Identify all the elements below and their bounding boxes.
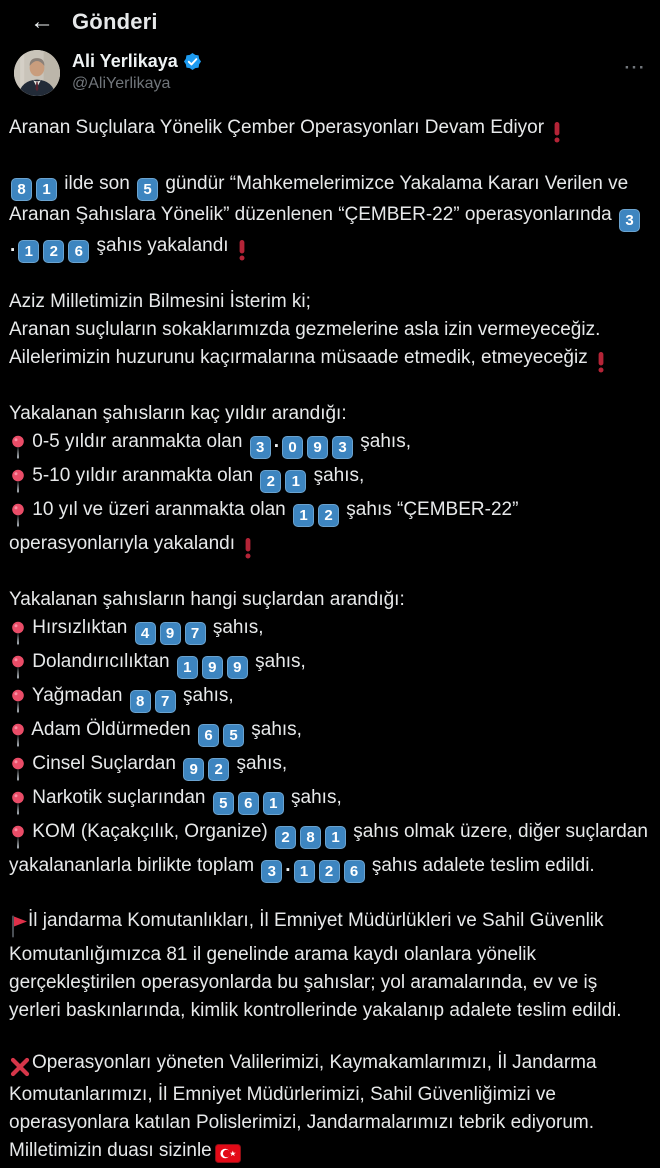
- page-title: Gönderi: [72, 9, 158, 34]
- keycap-digit-1: 1: [18, 240, 39, 263]
- text-run: Dolandırıcılıktan: [27, 651, 175, 672]
- keycap-digit-3: 3: [332, 436, 353, 459]
- post-paragraph: [9, 170, 648, 264]
- round-pushpin-icon: [10, 468, 26, 496]
- thousands-separator: .: [285, 855, 291, 876]
- keycap-digit-5: 5: [137, 178, 158, 201]
- keycap-digit-3: 3: [261, 860, 282, 883]
- text-run: Hırsızlıktan: [27, 617, 133, 638]
- identity-block: [72, 50, 202, 93]
- exclamation-icon: [596, 348, 606, 376]
- post-paragraph: [9, 400, 648, 562]
- post-paragraph: [9, 114, 648, 146]
- text-run: şahıs,: [285, 787, 342, 808]
- text-run: şahıs,: [245, 719, 302, 740]
- keycap-digit-9: 9: [202, 656, 223, 679]
- exclamation-icon: [552, 118, 562, 146]
- keycap-digit-1: 1: [36, 178, 57, 201]
- top-bar: [0, 0, 660, 38]
- text-run: İl jandarma Komutanlıkları, İl Emniyet Müdürlükleri ve Sahil Güvenlik Komutanlığımızca 81 il genelinde arama kaydı olanlara yönelik gerçekleştirilen operasyonlarda bu şahıslar; yol aramalarında, ev ve iş yerleri baskınlarında, kimlik kontrollerinde yakalanıp adalete teslim edildi.: [9, 910, 622, 1021]
- text-run: şahıs,: [207, 617, 264, 638]
- turkish-flag-icon: [215, 1140, 241, 1168]
- keycap-digit-1: 1: [293, 504, 314, 527]
- text-run: şahıs olmak üzere, diğer suçlardan yakalananlarla birlikte toplam: [9, 821, 648, 876]
- round-pushpin-icon: [10, 722, 26, 750]
- round-pushpin-icon: [10, 688, 26, 716]
- post-paragraph: [9, 907, 648, 1025]
- keycap-digit-1: 1: [325, 826, 346, 849]
- more-options-icon: ···: [624, 58, 646, 77]
- text-run: Aranan Suçlulara Yönelik Çember Operasyonları Devam Ediyor: [9, 117, 550, 138]
- keycap-digit-8: 8: [130, 690, 151, 713]
- text-run: Adam Öldürmeden: [27, 719, 196, 740]
- keycap-digit-6: 6: [198, 724, 219, 747]
- keycap-digit-1: 1: [285, 470, 306, 493]
- keycap-digit-6: 6: [238, 792, 259, 815]
- text-run: Cinsel Suçlardan: [27, 753, 182, 774]
- thousands-separator: .: [10, 235, 16, 256]
- post-paragraph: [9, 586, 648, 883]
- keycap-digit-1: 1: [294, 860, 315, 883]
- keycap-digit-1: 1: [177, 656, 198, 679]
- keycap-digit-7: 7: [155, 690, 176, 713]
- text-run: şahıs,: [308, 465, 365, 486]
- text-run: Operasyonları yöneten Valilerimizi, Kaymakamlarımızı, İl Jandarma Komutanlarımızı, İl Emniyet Müdürlerimizi, Sahil Güvenliğimizi ve operasyonlara katılan Polislerimizi, Jandarmalarımızı tebrik ediyorum. Milletimizin duası sizinle: [9, 1052, 597, 1161]
- more-options-button[interactable]: [625, 50, 646, 78]
- text-run: 0-5 yıldır aranmakta olan: [27, 431, 248, 452]
- keycap-digit-5: 5: [213, 792, 234, 815]
- keycap-digit-2: 2: [275, 826, 296, 849]
- text-run: Aziz Milletimizin Bilmesini İsterim ki;: [9, 291, 311, 312]
- keycap-digit-1: 1: [263, 792, 284, 815]
- text-run: şahıs yakalandı: [91, 235, 234, 256]
- text-run: Aranan suçluların sokaklarımızda gezmelerine asla izin vermeyeceğiz.: [9, 319, 601, 340]
- keycap-digit-9: 9: [307, 436, 328, 459]
- profile-handle: @AliYerlikaya: [72, 75, 171, 92]
- round-pushpin-icon: [10, 790, 26, 818]
- text-run: Yakalanan şahısların hangi suçlardan arandığı:: [9, 589, 405, 610]
- keycap-digit-6: 6: [68, 240, 89, 263]
- post-header: [0, 42, 660, 96]
- text-run: 5-10 yıldır aranmakta olan: [27, 465, 259, 486]
- profile-photo-icon: [14, 50, 60, 96]
- keycap-digit-5: 5: [223, 724, 244, 747]
- avatar[interactable]: [14, 50, 60, 96]
- keycap-digit-9: 9: [160, 622, 181, 645]
- text-run: Ailelerimizin huzurunu kaçırmalarına müsaade etmedik, etmeyeceğiz: [9, 347, 593, 368]
- keycap-digit-3: 3: [250, 436, 271, 459]
- text-run: gündür “Mahkemelerimizce Yakalama Kararı Verilen ve Aranan Şahıslara Yönelik” düzenlenen “ÇEMBER-22” operasyonlarında: [9, 173, 629, 225]
- text-run: şahıs “ÇEMBER-22” operasyonlarıyla yakalandı: [9, 499, 519, 554]
- keycap-digit-2: 2: [260, 470, 281, 493]
- keycap-digit-3: 3: [619, 209, 640, 232]
- text-run: şahıs,: [249, 651, 306, 672]
- red-flag-icon: [9, 913, 28, 941]
- keycap-digit-4: 4: [135, 622, 156, 645]
- keycap-digit-2: 2: [319, 860, 340, 883]
- keycap-digit-2: 2: [43, 240, 64, 263]
- text-run: Yağmadan: [27, 685, 128, 706]
- profile-name[interactable]: Ali Yerlikaya: [72, 51, 178, 71]
- verified-badge-icon: [183, 52, 202, 71]
- post-paragraph: [9, 288, 648, 376]
- text-run: Yakalanan şahısların kaç yıldır arandığı:: [9, 403, 347, 424]
- post-body: [0, 96, 660, 1168]
- keycap-digit-8: 8: [11, 178, 32, 201]
- text-run: KOM (Kaçakçılık, Organize): [27, 821, 274, 842]
- keycap-digit-2: 2: [208, 758, 229, 781]
- back-button[interactable]: [30, 8, 58, 36]
- keycap-digit-7: 7: [185, 622, 206, 645]
- round-pushpin-icon: [10, 502, 26, 530]
- keycap-digit-8: 8: [300, 826, 321, 849]
- post-paragraph: [9, 1049, 648, 1168]
- thousands-separator: .: [273, 431, 279, 452]
- round-pushpin-icon: [10, 824, 26, 852]
- exclamation-icon: [243, 534, 253, 562]
- cross-mark-icon: [9, 1053, 31, 1081]
- round-pushpin-icon: [10, 654, 26, 682]
- keycap-digit-9: 9: [183, 758, 204, 781]
- text-run: şahıs adalete teslim edildi.: [366, 855, 595, 876]
- exclamation-icon: [237, 236, 247, 264]
- round-pushpin-icon: [10, 756, 26, 784]
- text-run: ilde son: [59, 173, 136, 194]
- text-run: şahıs,: [355, 431, 411, 452]
- text-run: Narkotik suçlarından: [27, 787, 211, 808]
- round-pushpin-icon: [10, 620, 26, 648]
- round-pushpin-icon: [10, 434, 26, 462]
- keycap-digit-6: 6: [344, 860, 365, 883]
- keycap-digit-0: 0: [282, 436, 303, 459]
- keycap-digit-9: 9: [227, 656, 248, 679]
- text-run: şahıs,: [177, 685, 234, 706]
- text-run: şahıs,: [231, 753, 288, 774]
- back-arrow-icon: ←: [30, 8, 54, 35]
- text-run: 10 yıl ve üzeri aranmakta olan: [27, 499, 292, 520]
- keycap-digit-2: 2: [318, 504, 339, 527]
